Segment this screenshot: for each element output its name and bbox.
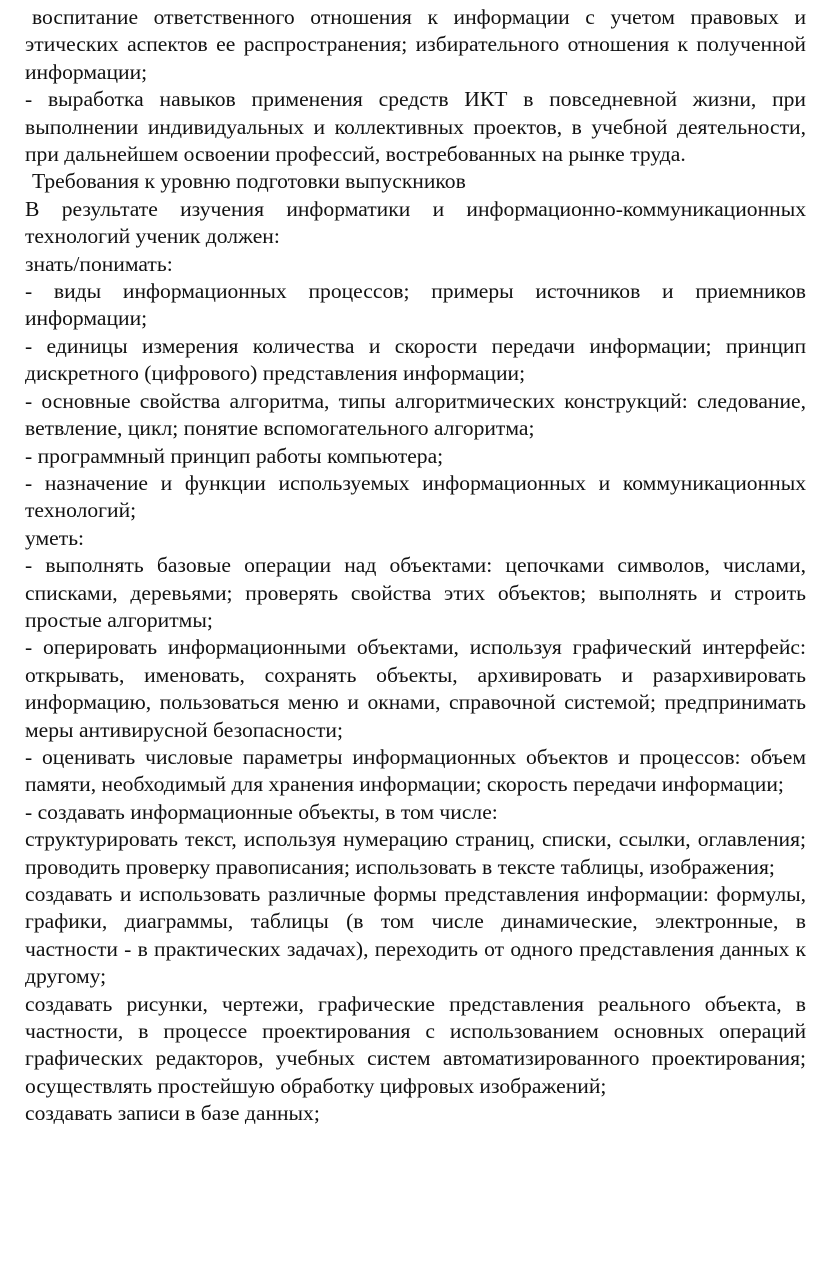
paragraph-structure-text: структурировать текст, используя нумерацию страниц, списки, ссылки, оглавления; проводить проверку правописания; использовать в тексте таблицы, изображения; (25, 827, 806, 879)
list-item-ict-functions: - назначение и функции используемых информационных и коммуникационных технологий; (25, 470, 806, 523)
paragraph-upbringing: воспитание ответственного отношения к информации с учетом правовых и этических аспектов ее распространения; избирательного отношения к полученной информации; (25, 5, 806, 84)
list-item-program-principle: - программный принцип работы компьютера; (25, 443, 444, 468)
list-item-units: - единицы измерения количества и скорости передачи информации; принцип дискретного (цифрового) представления информации; (25, 333, 806, 386)
list-item-processes: - виды информационных процессов; примеры источников и приемников информации; (25, 279, 806, 331)
paragraph-database: создавать записи в базе данных; (25, 1101, 320, 1126)
section-heading: Требования к уровню подготовки выпускников (32, 169, 466, 194)
list-item-algorithm: - основные свойства алгоритма, типы алгоритмических конструкций: следование, ветвление, цикл; понятие вспомогательного алгоритма; (25, 388, 806, 441)
list-item-basic-operations: - выполнять базовые операции над объектами: цепочками символов, числами, списками, деревьями; проверять свойства этих объектов; выполнять и строить простые алгоритмы; (25, 553, 806, 632)
list-item-gui: - оперировать информационными объектами, используя графический интерфейс: открывать, именовать, сохранять объекты, архивировать и разархивировать информацию, пользоваться меню и окнами, справочной системой; предпринимать меры антивирусной безопасности; (25, 635, 806, 742)
list-item-create-objects: - создавать информационные объекты, в том числе: (25, 799, 498, 824)
list-item-evaluate: - оценивать числовые параметры информационных объектов и процессов: объем памяти, необходимый для хранения информации; скорость передачи информации; (25, 744, 806, 797)
paragraph-ict-skills: - выработка навыков применения средств ИКТ в повседневной жизни, при выполнении индивидуальных и коллективных проектов, в учебной деятельности, при дальнейшем освоении профессий, востребованных на рынке труда. (25, 87, 806, 167)
paragraph-intro: В результате изучения информатики и информационно-коммуникационных технологий ученик должен: (25, 196, 806, 249)
label-know-understand: знать/понимать: (25, 251, 173, 276)
paragraph-representations: создавать и использовать различные формы представления информации: формулы, графики, диаграммы, таблицы (в том числе динамические, электронные, в частности - в практических задачах), переходить от одного представления данных к другому; (25, 882, 806, 989)
paragraph-drawings: создавать рисунки, чертежи, графические представления реального объекта, в частности, в процессе проектирования с использованием основных операций графических редакторов, учебных систем автоматизированного проектирования; осуществлять простейшую обработку цифровых изображений; (25, 991, 806, 1098)
label-be-able: уметь: (25, 525, 85, 550)
